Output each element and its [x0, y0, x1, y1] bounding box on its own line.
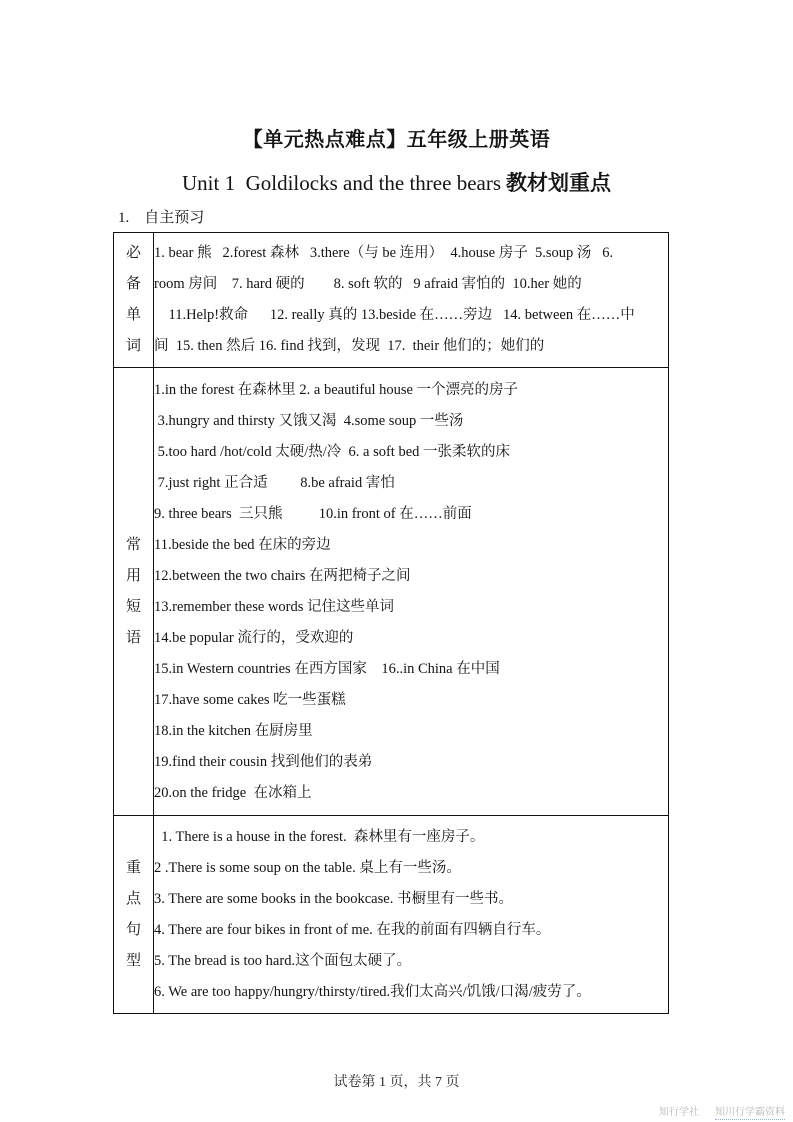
sentence-line: 3. There are some books in the bookcase. 书橱里有一些书。	[154, 890, 513, 907]
page-title: 【单元热点难点】五年级上册英语	[242, 129, 551, 151]
row-content-key-patterns	[154, 816, 669, 1014]
section-number: 1.	[118, 210, 130, 226]
sentence-line: 1. There is a house in the forest. 森林里有一座房子。	[154, 828, 485, 845]
row-label-cell-phrases	[114, 368, 154, 816]
word-line: 11.Help!救命 12. really 真的 13.beside 在……旁边 14. between 在……中	[154, 307, 635, 323]
word-line: 间 15. then 然后 16. find 找到，发现 17. their 他们的；她们的	[154, 338, 545, 354]
row-label-key-patterns: 重点句型	[125, 859, 141, 969]
table-row-common-phrases	[114, 368, 669, 816]
phrase-line: 3.hungry and thirsty 又饿又渴 4.some soup 一些汤	[154, 412, 464, 429]
phrase-line: 12.between the two chairs 在两把椅子之间	[154, 567, 411, 584]
watermark-left-text: 知行学社	[659, 1107, 699, 1118]
row-content-essential-words	[154, 233, 669, 368]
row-label-essential-words: 必备单词	[125, 245, 141, 354]
row-content-common-phrases	[154, 368, 669, 816]
subtitle-chinese: 教材划重点	[506, 171, 611, 195]
section-heading	[118, 206, 204, 227]
phrase-line: 14.be popular 流行的，受欢迎的	[154, 629, 354, 646]
watermark	[659, 1103, 785, 1118]
phrase-line: 5.too hard /hot/cold 太硬/热/冷 6. a soft bed 一张柔软的床	[154, 443, 511, 460]
unit-subtitle	[0, 167, 793, 197]
section-title: 自主预习	[144, 210, 205, 226]
sentence-line: 4. There are four bikes in front of me. 在我的前面有四辆自行车。	[154, 921, 551, 938]
table-row-key-sentence-patterns	[114, 816, 669, 1014]
watermark-right-text: 知川行学霸资料	[715, 1107, 785, 1118]
phrase-line: 1.in the forest 在森林里 2. a beautiful house 一个漂亮的房子	[154, 381, 519, 398]
phrase-line: 13.remember these words 记住这些单词	[154, 598, 395, 615]
row-label-cell-words	[114, 233, 154, 368]
phrase-line: 9. three bears 三只熊 10.in front of 在……前面	[154, 505, 472, 522]
word-line: room 房间 7. hard 硬的 8. soft 软的 9 afraid 害怕的 10.her 她的	[154, 276, 582, 292]
phrase-line: 7.just right 正合适 8.be afraid 害怕	[154, 474, 395, 491]
sentence-line: 2 .There is some soup on the table. 桌上有一些汤。	[154, 859, 461, 876]
subtitle-english: Unit 1 Goldilocks and the three bears	[182, 171, 501, 195]
phrase-line: 20.on the fridge 在冰箱上	[154, 784, 312, 801]
sentence-line: 6. We are too happy/hungry/thirsty/tired.我们太高兴/饥饿/口渴/疲劳了。	[154, 983, 591, 1000]
row-label-cell-patterns	[114, 816, 154, 1014]
study-table	[113, 232, 669, 1014]
row-label-common-phrases: 常用短语	[125, 536, 141, 646]
phrase-line: 19.find their cousin 找到他们的表弟	[154, 753, 373, 770]
sentence-line: 5. The bread is too hard.这个面包太硬了。	[154, 952, 412, 969]
table-row-essential-words	[114, 233, 669, 368]
phrase-line: 15.in Western countries 在西方国家 16..in China 在中国	[154, 660, 500, 677]
page-footer: 试卷第 1 页，共 7 页	[333, 1075, 460, 1090]
phrase-line: 18.in the kitchen 在厨房里	[154, 722, 313, 739]
phrase-line: 11.beside the bed 在床的旁边	[154, 536, 331, 553]
phrase-line: 17.have some cakes 吃一些蛋糕	[154, 691, 346, 708]
word-line: 1. bear 熊 2.forest 森林 3.there（与 be 连用） 4.house 房子 5.soup 汤 6.	[154, 245, 614, 261]
